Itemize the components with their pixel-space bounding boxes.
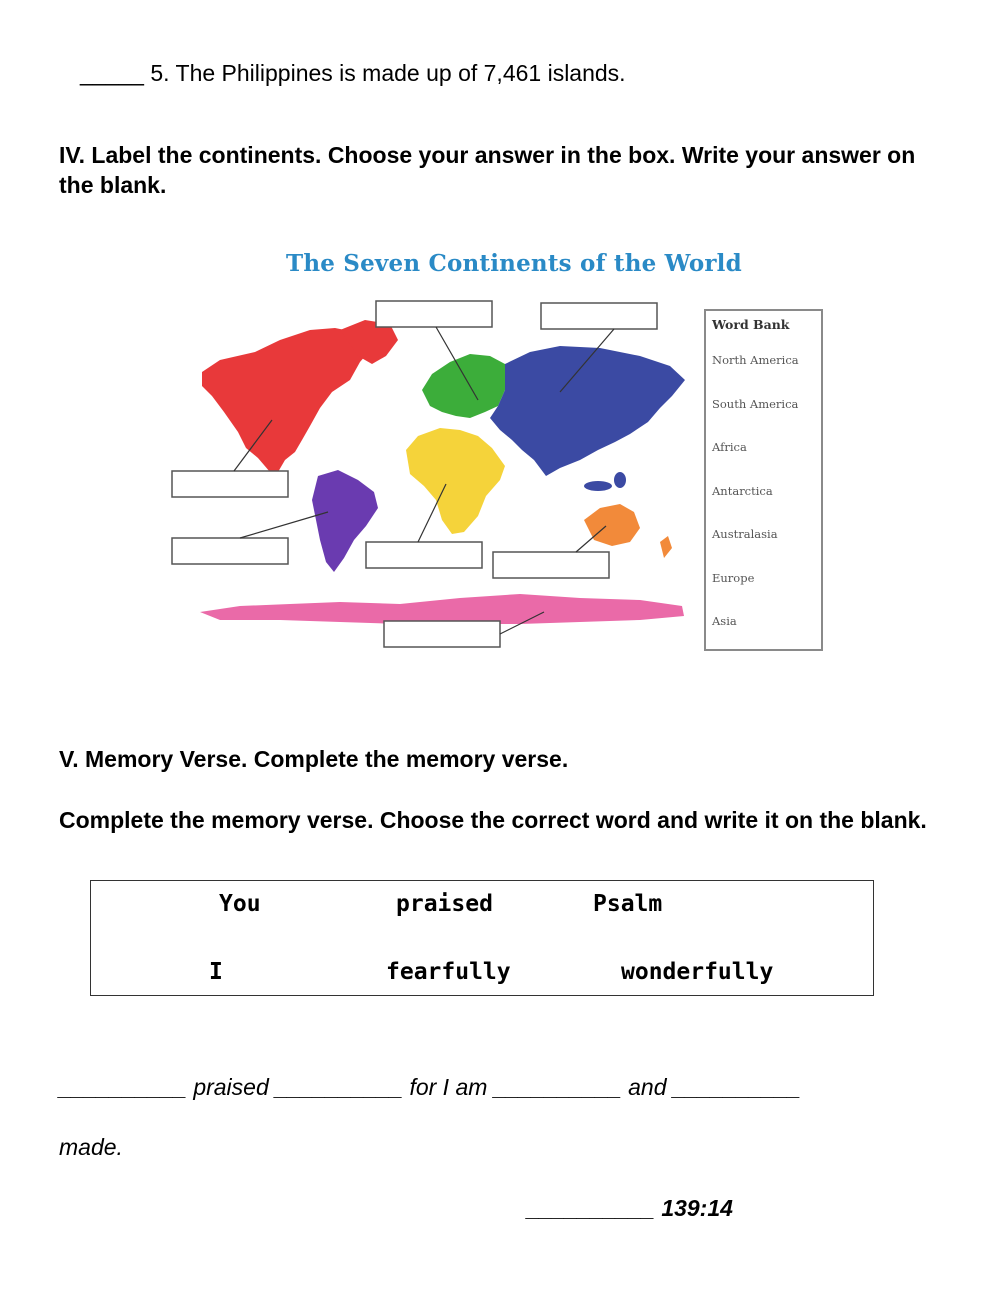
word-bank-item: Asia: [712, 614, 737, 628]
section-4-heading: IV. Label the continents. Choose your answer in the box. Write your answer on the blank.: [59, 142, 916, 198]
verse-blank-1[interactable]: __________: [59, 1074, 187, 1100]
reference-number: 139:14: [661, 1195, 733, 1221]
section-5-instruction: Complete the memory verse. Choose the correct word and write it on the blank.: [59, 807, 927, 833]
continent-australasia: [584, 504, 640, 546]
verse-line-1: [59, 1074, 801, 1101]
label-box-south-america[interactable]: [172, 538, 288, 564]
verse-blank-3[interactable]: __________: [493, 1074, 622, 1100]
verse-word-box: [90, 880, 874, 996]
word-bank-item: Africa: [712, 440, 747, 454]
word-choice: Psalm: [593, 891, 663, 917]
word-choice: fearfully: [386, 959, 511, 985]
label-box-australasia[interactable]: [493, 552, 609, 578]
label-box-europe[interactable]: [376, 301, 492, 327]
continent-asia: [490, 346, 685, 476]
verse-word: for I am: [409, 1074, 488, 1100]
reference-blank[interactable]: __________: [527, 1195, 655, 1221]
label-box-antarctica[interactable]: [384, 621, 500, 647]
word-choice: praised: [396, 891, 493, 917]
verse-line-2: made.: [59, 1134, 123, 1160]
word-choice: You: [219, 891, 261, 917]
map-title: The Seven Continents of the World: [286, 250, 742, 277]
word-bank-item: North America: [712, 353, 799, 367]
verse-blank-4[interactable]: __________: [672, 1074, 801, 1100]
section-5-heading: V. Memory Verse. Complete the memory verse.: [59, 746, 569, 772]
word-bank-item: Australasia: [712, 527, 778, 541]
word-bank-item: South America: [712, 397, 799, 411]
verse-word: and: [628, 1074, 667, 1100]
continent-europe: [422, 354, 505, 418]
word-bank: [704, 309, 823, 651]
answer-blank[interactable]: _____: [80, 60, 144, 86]
word-bank-item: Europe: [712, 571, 755, 585]
question-text: 5. The Philippines is made up of 7,461 islands.: [150, 60, 626, 86]
verse-reference: [527, 1195, 733, 1222]
world-map: [160, 290, 700, 660]
word-choice: wonderfully: [621, 959, 774, 985]
verse-word: praised: [193, 1074, 269, 1100]
question-5: [80, 60, 626, 87]
label-box-asia[interactable]: [541, 303, 657, 329]
verse-blank-2[interactable]: __________: [275, 1074, 404, 1100]
label-box-africa[interactable]: [366, 542, 482, 568]
label-box-north-america[interactable]: [172, 471, 288, 497]
continent-north-america: [202, 328, 372, 472]
word-bank-title: Word Bank: [712, 317, 790, 332]
continent-africa: [406, 428, 505, 534]
word-choice: I: [209, 959, 223, 985]
continent-antarctica: [200, 594, 684, 624]
word-bank-item: Antarctica: [712, 484, 773, 498]
